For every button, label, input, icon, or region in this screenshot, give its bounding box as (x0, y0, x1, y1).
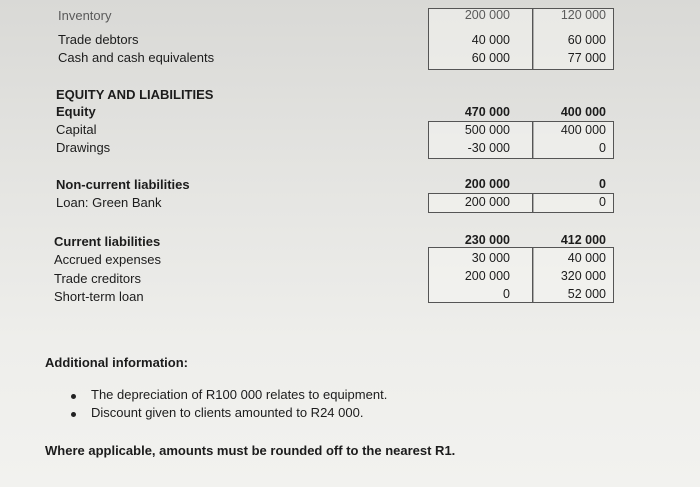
short-term-loan-value-1: 0 (503, 287, 510, 301)
short-term-loan-value-2: 52 000 (567, 287, 606, 301)
drawings-value-1: -30 000 (467, 141, 510, 155)
bullet-item: The depreciation of R100 000 relates to equipment. (91, 387, 388, 402)
trade-debtors-value-1: 40 000 (471, 33, 510, 47)
drawings-label: Drawings (56, 140, 111, 155)
additional-info-heading: Additional information: (45, 355, 188, 370)
equity-liabilities-heading: EQUITY AND LIABILITIES (56, 87, 214, 102)
trade-debtors-value-2: 60 000 (567, 33, 606, 47)
equity-total-1: 470 000 (464, 105, 510, 119)
inventory-value-1: 200 000 (464, 8, 510, 22)
loan-green-bank-value-2: 0 (599, 195, 606, 209)
loan-green-bank-value-1: 200 000 (464, 195, 510, 209)
capital-value-2: 400 000 (560, 123, 606, 137)
equity-label: Equity (56, 104, 96, 119)
accrued-expenses-label: Accrued expenses (54, 252, 161, 267)
trade-creditors-value-1: 200 000 (464, 269, 510, 283)
accrued-expenses-value-1: 30 000 (471, 251, 510, 265)
bullet-item: Discount given to clients amounted to R24 000. (91, 405, 364, 420)
bullet-icon (71, 412, 76, 417)
non-current-total-1: 200 000 (464, 177, 510, 191)
bullet-icon (71, 394, 76, 399)
non-current-total-2: 0 (599, 177, 606, 191)
capital-value-1: 500 000 (464, 123, 510, 137)
equity-total-2: 400 000 (560, 105, 606, 119)
inventory-value-2: 120 000 (560, 8, 606, 22)
trade-debtors-label: Trade debtors (58, 32, 139, 47)
current-total-1: 230 000 (464, 233, 510, 247)
loan-green-bank-label: Loan: Green Bank (56, 195, 162, 210)
drawings-value-2: 0 (599, 141, 606, 155)
cash-value-1: 60 000 (471, 51, 510, 65)
short-term-loan-label: Short-term loan (54, 289, 144, 304)
accrued-expenses-value-2: 40 000 (567, 251, 606, 265)
trade-creditors-value-2: 320 000 (560, 269, 606, 283)
cash-label: Cash and cash equivalents (58, 50, 215, 65)
rounding-note: Where applicable, amounts must be rounded off to the nearest R1. (45, 443, 456, 458)
capital-label: Capital (56, 122, 97, 137)
trade-creditors-label: Trade creditors (54, 271, 141, 286)
inventory-label: Inventory (58, 8, 112, 23)
cash-value-2: 77 000 (567, 51, 606, 65)
non-current-liabilities-label: Non-current liabilities (56, 177, 190, 192)
current-liabilities-label: Current liabilities (54, 234, 161, 249)
current-total-2: 412 000 (560, 233, 606, 247)
